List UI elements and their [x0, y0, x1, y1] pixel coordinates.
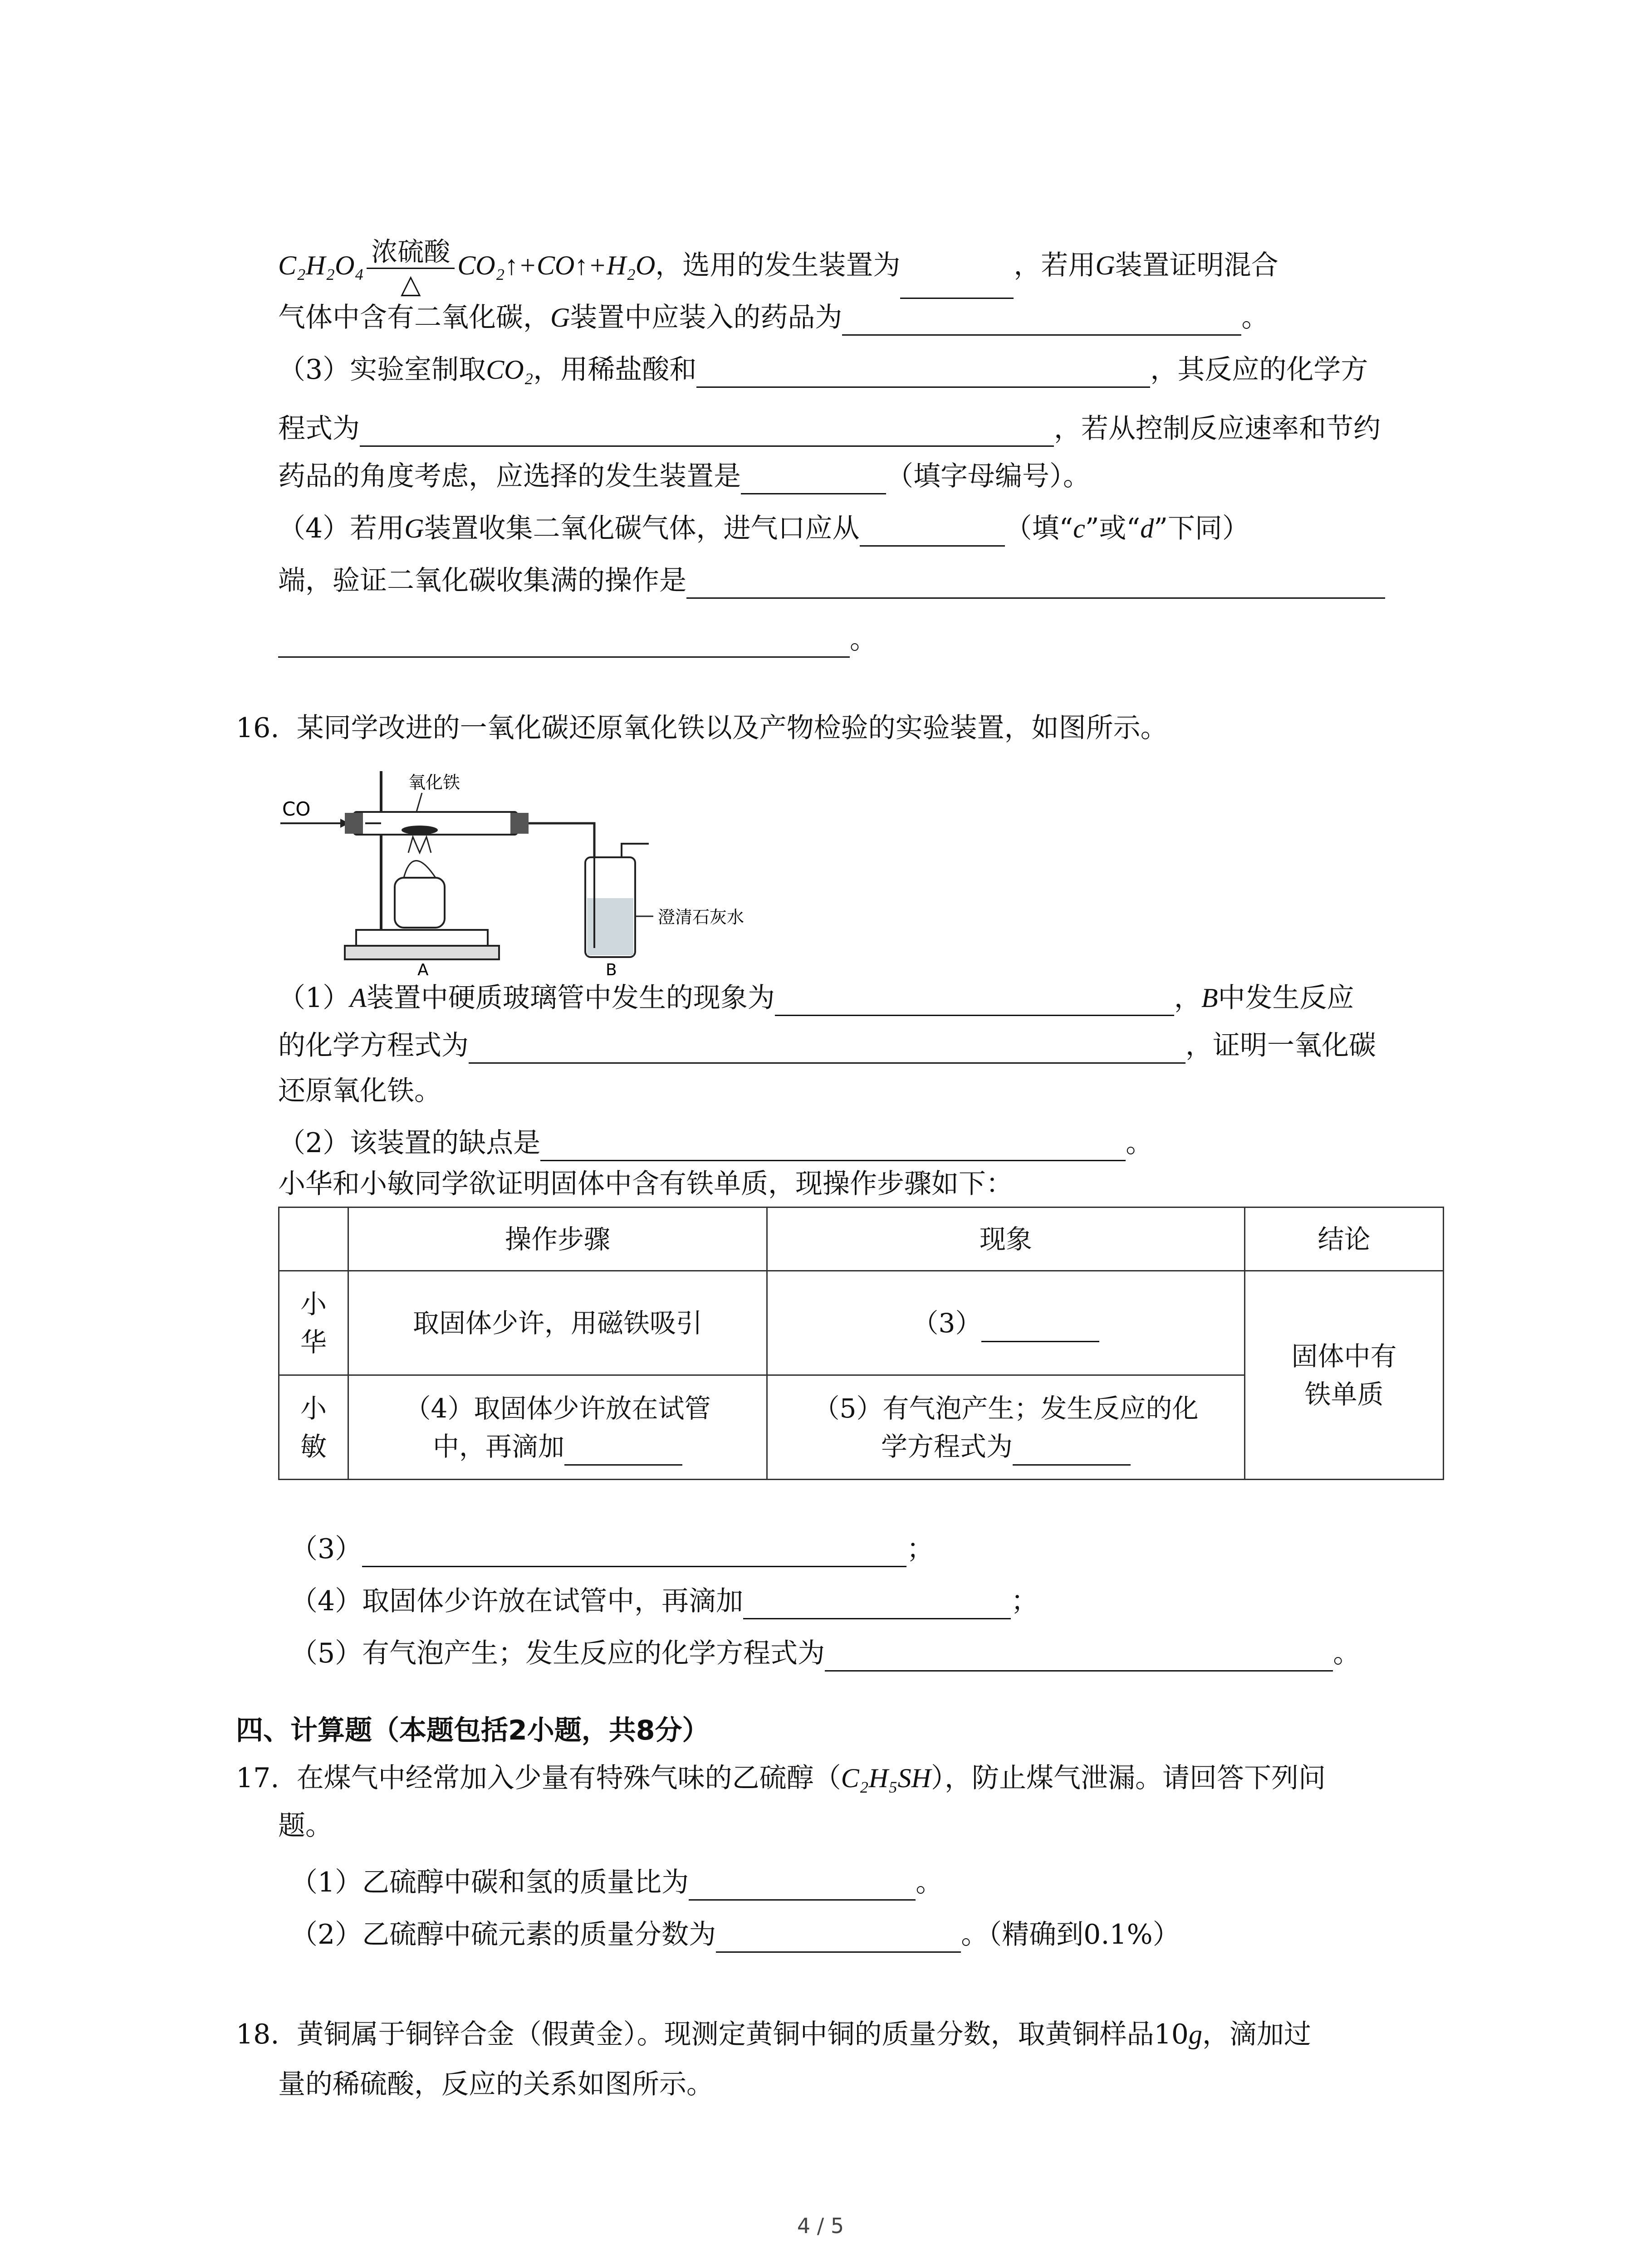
text: （3）: [912, 1307, 982, 1339]
answer-blank[interactable]: [362, 1538, 906, 1567]
text: 铁单质: [1304, 1378, 1384, 1410]
table-row: [279, 1271, 1444, 1375]
answer-blank[interactable]: [696, 358, 1150, 388]
q16-answer-4: [290, 1583, 1038, 1619]
text: （1）乙硫醇中碳和氢的质量比为: [290, 1867, 689, 1898]
unit: g: [1188, 2019, 1202, 2049]
text: 在煤气中经常加入少量有特殊气味的乙硫醇（: [296, 1762, 841, 1794]
text: 小华和小敏同学欲证明固体中含有铁单质，现操作步骤如下：: [278, 1168, 1013, 1200]
text: （5）有气泡产生；发生反应的化: [813, 1393, 1199, 1424]
text: 的化学方程式为: [278, 1030, 469, 1061]
answer-blank[interactable]: [900, 269, 1014, 299]
text: 固体中有: [1291, 1340, 1397, 1372]
step-cell: [348, 1375, 767, 1480]
student-name: [279, 1375, 348, 1480]
limewater-label: 澄清石灰水: [658, 907, 745, 927]
q16-part1-line1: [278, 980, 1354, 1016]
q15-line-5: [278, 458, 1090, 494]
text: 量的稀硫酸，反应的关系如图所示。: [278, 2068, 714, 2100]
device-label: B: [1201, 983, 1218, 1013]
port-label: c: [1073, 513, 1085, 543]
text: 装置中应装入的药品为: [570, 302, 843, 333]
q18-line-2: [278, 2066, 714, 2102]
name-char: 小: [300, 1393, 327, 1424]
text: ，证明一氧化碳: [1185, 1030, 1376, 1061]
q15-line-7: [278, 562, 1385, 599]
answer-blank[interactable]: [689, 1871, 916, 1901]
answer-blank[interactable]: [540, 1132, 1126, 1161]
answer-blank[interactable]: [686, 569, 1385, 599]
text: ；: [1011, 1585, 1038, 1617]
q16-part1-line3: [278, 1073, 441, 1109]
q16-answer-5: [290, 1635, 1360, 1672]
q17-part2: [290, 1916, 1180, 1953]
text: （填字母编号）。: [886, 460, 1090, 492]
q16-answer-3: [290, 1531, 934, 1567]
text: ；: [906, 1533, 934, 1565]
answer-blank[interactable]: [1013, 1439, 1131, 1466]
answer-blank[interactable]: [716, 1923, 961, 1953]
q16-stem: [236, 710, 1168, 746]
text: ”或“: [1085, 513, 1141, 544]
q17-line-1: [236, 1760, 1326, 1796]
question-number: 17.: [236, 1762, 279, 1794]
q17-line-2: [278, 1808, 333, 1844]
q16-table-intro: [278, 1166, 1013, 1202]
answer-blank[interactable]: [860, 517, 1005, 547]
text: （4）取固体少许放在试管: [404, 1393, 711, 1424]
apparatus-figure: [277, 762, 753, 975]
reaction-condition: [367, 236, 455, 299]
ethanethiol-formula: C₂H₅SH: [841, 1763, 931, 1793]
q15-line-6: [278, 510, 1249, 547]
step-cell: 取固体少许，用磁铁吸引: [348, 1271, 767, 1375]
answer-blank[interactable]: [564, 1439, 682, 1466]
text: 药品的角度考虑，应选择的发生装置是: [278, 460, 741, 492]
label-a: A: [417, 961, 429, 975]
text: 。: [916, 1867, 943, 1898]
text: 端，验证二氧化碳收集满的操作是: [278, 565, 686, 596]
device-label: G: [550, 303, 570, 332]
answer-blank[interactable]: [360, 417, 1054, 447]
q15-line-1: [278, 236, 1279, 299]
phenomenon-cell: [767, 1375, 1245, 1480]
answer-blank[interactable]: [469, 1034, 1185, 1064]
table-header-row: [279, 1207, 1444, 1271]
text: ，若从控制反应速率和节约: [1054, 413, 1381, 445]
answer-blank[interactable]: [278, 628, 850, 658]
device-label: A: [350, 983, 367, 1013]
text: 气体中含有二氧化碳，: [278, 302, 550, 333]
header-name: [279, 1207, 348, 1271]
formula: CO₂: [486, 355, 534, 385]
question-number: 18.: [236, 2019, 279, 2050]
q15-line-8: [278, 621, 877, 658]
name-char: 敏: [300, 1431, 327, 1462]
answer-blank[interactable]: [825, 1642, 1333, 1672]
co-label: CO: [282, 798, 311, 820]
text: ，选用的发生装置为: [655, 249, 901, 282]
text: ”下同）: [1154, 513, 1249, 544]
text: 中发生反应: [1218, 982, 1354, 1014]
answer-blank[interactable]: [842, 306, 1241, 336]
condition-heat: △: [400, 269, 421, 299]
text: 装置证明混合: [1115, 249, 1279, 282]
header-steps: 操作步骤: [348, 1207, 767, 1271]
device-label: G: [1095, 250, 1115, 281]
iron-oxide-label: 氧化铁: [408, 772, 460, 792]
text: 黄铜属于铜锌合金（假黄金）。现测定黄铜中铜的质量分数，取黄铜样品10: [296, 2019, 1189, 2050]
text: 。（精确到0.1%）: [961, 1919, 1180, 1950]
q15-line-4: [278, 411, 1381, 447]
section-heading: 四、计算题（本题包括2小题，共8分）: [236, 1715, 710, 1746]
text: 学方程式为: [881, 1431, 1013, 1462]
device-label: G: [404, 513, 424, 543]
condition-catalyst: 浓硫酸: [367, 236, 455, 269]
oxalic-acid-formula: C₂H₂O₄: [278, 250, 364, 281]
text: 题。: [278, 1810, 333, 1842]
steps-table: [278, 1207, 1444, 1480]
text: 程式为: [278, 413, 360, 445]
name-char: 小: [300, 1288, 327, 1320]
text: （3）实验室制取: [278, 354, 486, 386]
answer-blank[interactable]: [743, 1590, 1011, 1619]
text: 中，再滴加: [432, 1431, 564, 1462]
text: 。: [1126, 1127, 1153, 1159]
answer-blank[interactable]: [741, 465, 886, 494]
q17-part1: [290, 1864, 943, 1901]
question-number: 16.: [236, 712, 279, 744]
phenomenon-cell: [767, 1271, 1245, 1375]
text: （填“: [1004, 513, 1073, 544]
text: （4）取固体少许放在试管中，再滴加: [290, 1585, 744, 1617]
text: ，若用: [1014, 249, 1096, 282]
header-phenomenon: 现象: [767, 1207, 1245, 1271]
text: ，滴加过: [1202, 2019, 1311, 2050]
text: 。: [850, 624, 877, 655]
answer-blank[interactable]: [981, 1315, 1099, 1342]
q18-line-1: [236, 2016, 1311, 2053]
text: ，用稀盐酸和: [533, 354, 697, 386]
text: ，: [1174, 982, 1201, 1014]
student-name: [279, 1271, 348, 1375]
q15-line-2: [278, 299, 1269, 336]
label-b: B: [606, 961, 617, 975]
q16-part2: [278, 1125, 1153, 1161]
name-char: 华: [300, 1326, 327, 1358]
text: 还原氧化铁。: [278, 1075, 441, 1107]
q16-part1-line2: [278, 1027, 1376, 1064]
text: 装置中硬质玻璃管中发生的现象为: [366, 982, 775, 1014]
text: （2）该装置的缺点是: [278, 1127, 541, 1159]
text: ，其反应的化学方: [1150, 354, 1368, 386]
reaction-products: CO₂↑+CO↑+H₂O: [457, 250, 656, 281]
text: 。: [1333, 1637, 1361, 1669]
text: （2）乙硫醇中硫元素的质量分数为: [290, 1919, 716, 1950]
header-conclusion: 结论: [1245, 1207, 1444, 1271]
text: （1）: [278, 982, 350, 1014]
text: （4）若用: [278, 513, 405, 544]
port-label: d: [1140, 513, 1154, 543]
text: 。: [1241, 302, 1269, 333]
answer-blank[interactable]: [775, 987, 1174, 1016]
text: 装置收集二氧化碳气体，进气口应从: [424, 513, 860, 544]
q15-line-3: [278, 352, 1368, 388]
text: （3）: [290, 1533, 362, 1565]
text: （5）有气泡产生；发生反应的化学方程式为: [290, 1637, 825, 1669]
text: ），防止煤气泄漏。请回答下列问: [931, 1762, 1326, 1794]
conclusion-cell: [1245, 1271, 1444, 1480]
question-text: 某同学改进的一氧化碳还原氧化铁以及产物检验的实验装置，如图所示。: [296, 712, 1168, 744]
page-number: 4 / 5: [797, 2214, 844, 2238]
